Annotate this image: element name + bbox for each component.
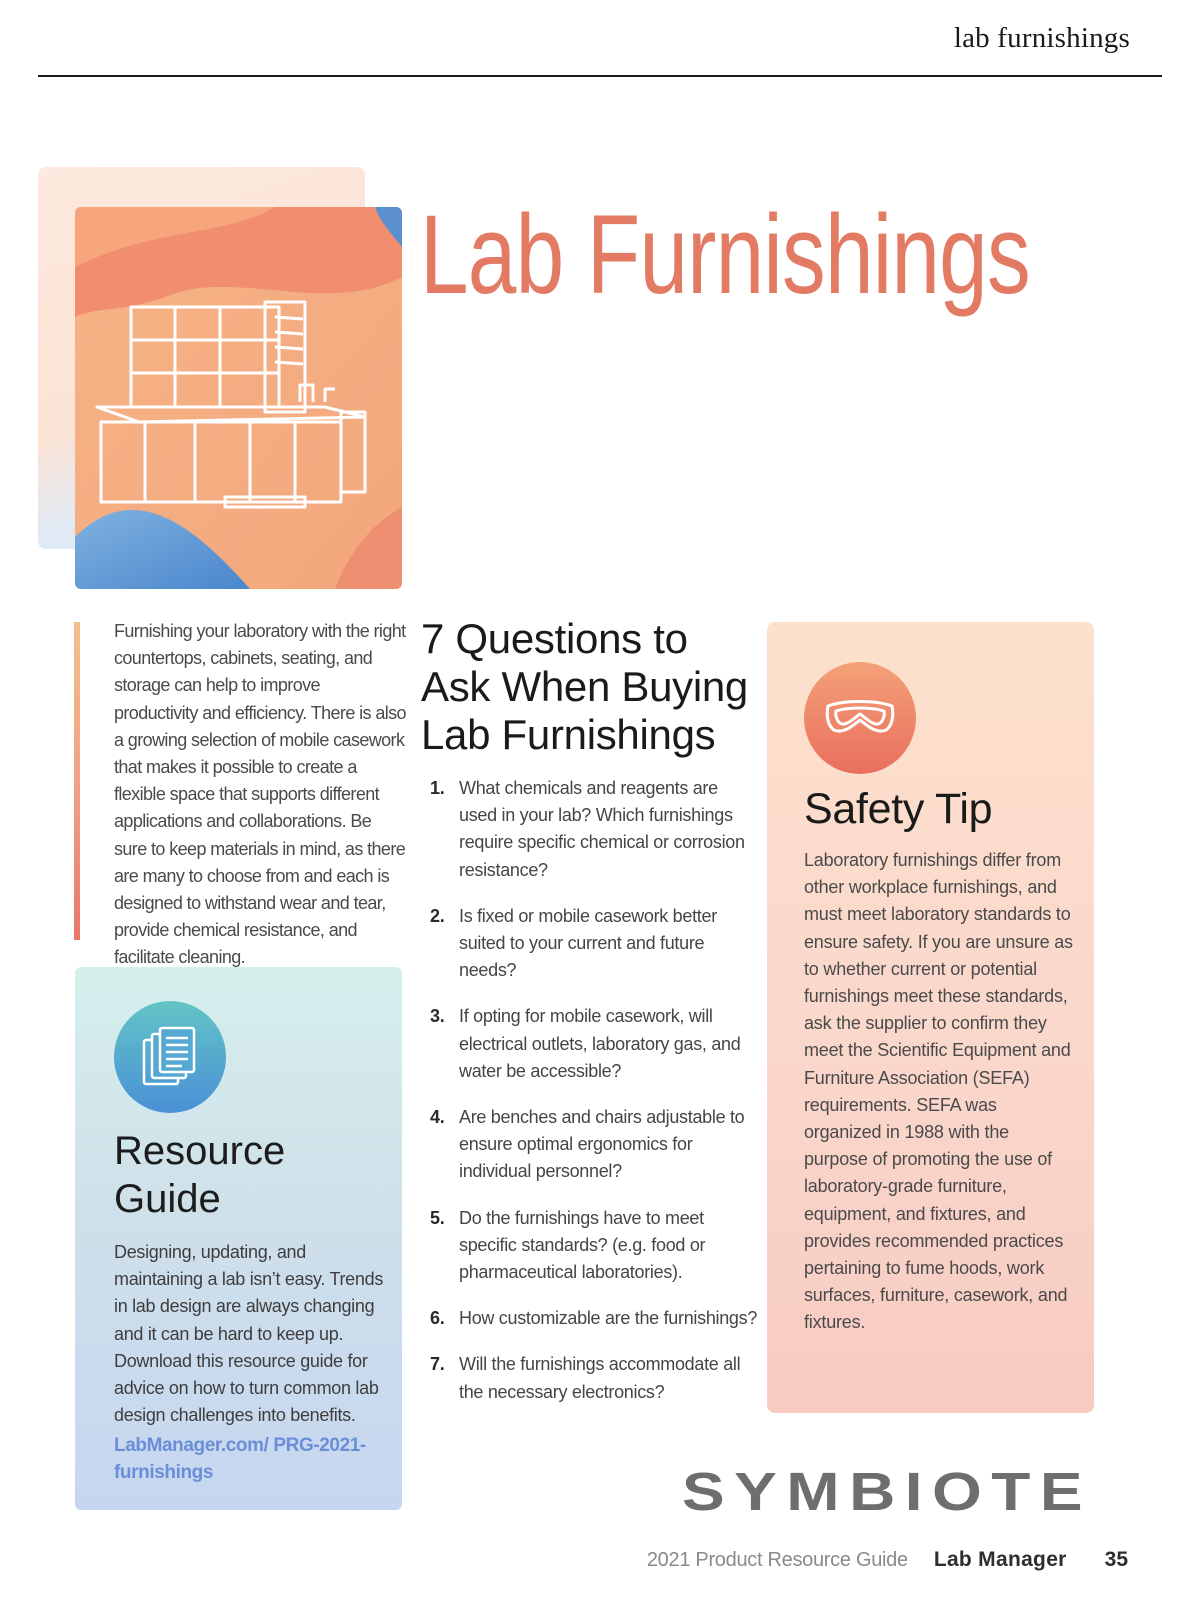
footer-brand: Lab Manager xyxy=(933,1548,1067,1571)
safety-goggles-icon xyxy=(804,662,916,774)
question-item xyxy=(430,1104,760,1186)
question-text: Are benches and chairs adjustable to ensure optimal ergonomics for individual personnel? xyxy=(459,1107,745,1182)
hero-illustration xyxy=(75,207,402,589)
safety-tip-title: Safety Tip xyxy=(804,785,993,833)
header-divider xyxy=(38,75,1162,77)
question-number: 7. xyxy=(430,1354,445,1375)
sponsor-logo-text: SYMBIOTE xyxy=(682,1462,1092,1518)
footer-guide-title: 2021 Product Resource Guide xyxy=(646,1549,908,1571)
resource-guide-link[interactable]: LabManager.com/ PRG-2021-furnishings xyxy=(114,1435,366,1483)
page-footer xyxy=(647,1548,1128,1572)
safety-tip-body: Laboratory furnishings differ from other workplace furnishings, and must meet laboratory standards to ensure safety. If you are unsure as to whether current or potential furnishings meet these standards, ask the supplier to confirm they meet the Scientific Equipment and Furniture Association (SEFA) requirements. SEFA was organized in 1988 with the purpose of promoting the use of laboratory-grade furniture, equipment, and fixtures, and provides recommended practices pertaining to fume hoods, work surfaces, furniture, casework, and fixtures. xyxy=(804,850,1073,1333)
question-item xyxy=(430,775,760,884)
question-number: 2. xyxy=(430,905,445,926)
question-number: 6. xyxy=(430,1308,445,1329)
question-text: Will the furnishings accommodate all the necessary electronics? xyxy=(459,1354,741,1402)
question-number: 5. xyxy=(430,1207,445,1228)
section-header-label: lab furnishings xyxy=(953,22,1130,54)
question-number: 1. xyxy=(430,778,445,798)
question-number: 3. xyxy=(430,1006,445,1027)
question-item xyxy=(430,1351,760,1405)
intro-paragraph: Furnishing your laboratory with the right countertops, cabinets, seating, and storage can help to improve productivity and efficiency. There is also a growing selection of mobile casework that makes it possible to create a flexible space that supports different applications and collaborations. Be sure to keep materials in mind, as there are many to choose from and each is designed to withstand wear and tear, provide chemical resistance, and facilitate cleaning. xyxy=(114,621,406,968)
question-text: If opting for mobile casework, will electrical outlets, laboratory gas, and water be accessible? xyxy=(459,1006,741,1081)
question-item xyxy=(430,1305,760,1332)
question-text: Is fixed or mobile casework better suited to your current and future needs? xyxy=(459,905,717,981)
resource-guide-title: Resource Guide xyxy=(114,1129,286,1221)
question-text: What chemicals and reagents are used in your lab? Which furnishings require specific chemical or corrosion resistance? xyxy=(459,778,745,880)
sponsor-logo xyxy=(680,1462,1094,1518)
question-text: Do the furnishings have to meet specific standards? (e.g. food or pharmaceutical laboratories). xyxy=(459,1207,706,1283)
resource-guide-card xyxy=(75,967,402,1510)
question-item xyxy=(430,903,760,985)
question-item xyxy=(430,1003,760,1085)
question-number: 4. xyxy=(430,1107,445,1128)
page-title: Lab Furnishings xyxy=(420,192,1030,317)
symbiote-logo-icon xyxy=(680,1462,1094,1518)
resource-guide-body: Designing, updating, and maintaining a lab isn’t easy. Trends in lab design are always changing and it can be hard to keep up. Download this resource guide for advice on how to turn common lab design challenges into benefits. xyxy=(114,1242,384,1426)
lab-casework-illustration-icon xyxy=(75,207,402,589)
questions-list xyxy=(430,775,760,1425)
document-stack-icon xyxy=(114,1001,226,1113)
intro-accent-bar xyxy=(74,622,80,940)
safety-tip-card xyxy=(767,622,1094,1413)
question-item xyxy=(430,1205,760,1287)
questions-heading: 7 Questions to Ask When Buying Lab Furnishings xyxy=(421,615,748,758)
question-text: How customizable are the furnishings? xyxy=(459,1308,758,1329)
page-number: 35 xyxy=(1104,1548,1128,1571)
